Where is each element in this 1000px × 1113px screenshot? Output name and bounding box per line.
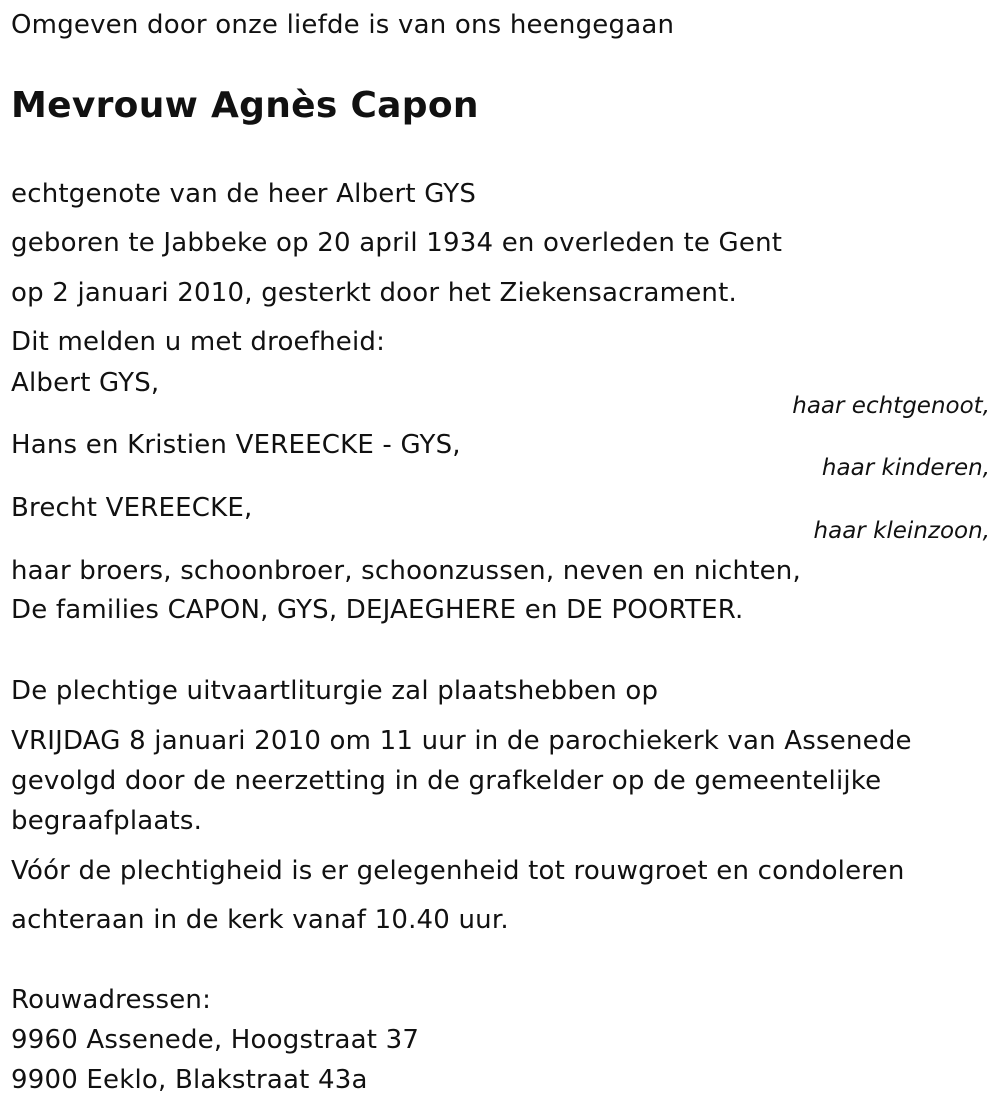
families-line: De families CAPON, GYS, DEJAEGHERE en DE POORTER. bbox=[11, 595, 744, 625]
mourner-name: Albert GYS, bbox=[11, 368, 160, 398]
other-relatives: haar broers, schoonbroer, schoonzussen, neven en nichten, bbox=[11, 556, 801, 586]
address-item: 9960 Assenede, Hoogstraat 37 bbox=[11, 1025, 420, 1055]
funeral-line-3: gevolgd door de neerzetting in de grafkelder op de gemeentelijke bbox=[11, 766, 882, 796]
deceased-name: Mevrouw Agnès Capon bbox=[11, 85, 479, 126]
spouse-line: echtgenote van de heer Albert GYS bbox=[11, 179, 477, 209]
funeral-line-1: De plechtige uitvaartliturgie zal plaatshebben op bbox=[11, 676, 659, 706]
mourner-relation: haar kleinzoon, bbox=[813, 518, 990, 544]
mourner-relation: haar echtgenoot, bbox=[792, 393, 990, 419]
intro-text: Omgeven door onze liefde is van ons heengegaan bbox=[11, 10, 675, 40]
addresses-label: Rouwadressen: bbox=[11, 985, 212, 1015]
address-item: 9900 Eeklo, Blakstraat 43a bbox=[11, 1065, 368, 1095]
birth-line: geboren te Jabbeke op 20 april 1934 en overleden te Gent bbox=[11, 228, 783, 258]
funeral-line-5: Vóór de plechtigheid is er gelegenheid tot rouwgroet en condoleren bbox=[11, 856, 905, 886]
funeral-line-2: VRIJDAG 8 januari 2010 om 11 uur in de parochiekerk van Assenede bbox=[11, 726, 912, 756]
mourner-name: Brecht VEREECKE, bbox=[11, 493, 253, 523]
mourner-name: Hans en Kristien VEREECKE - GYS, bbox=[11, 430, 461, 460]
announce-intro: Dit melden u met droefheid: bbox=[11, 327, 386, 357]
funeral-line-6: achteraan in de kerk vanaf 10.40 uur. bbox=[11, 905, 509, 935]
mourner-relation: haar kinderen, bbox=[821, 455, 990, 481]
funeral-line-4: begraafplaats. bbox=[11, 806, 203, 836]
death-line: op 2 januari 2010, gesterkt door het Ziekensacrament. bbox=[11, 278, 737, 308]
